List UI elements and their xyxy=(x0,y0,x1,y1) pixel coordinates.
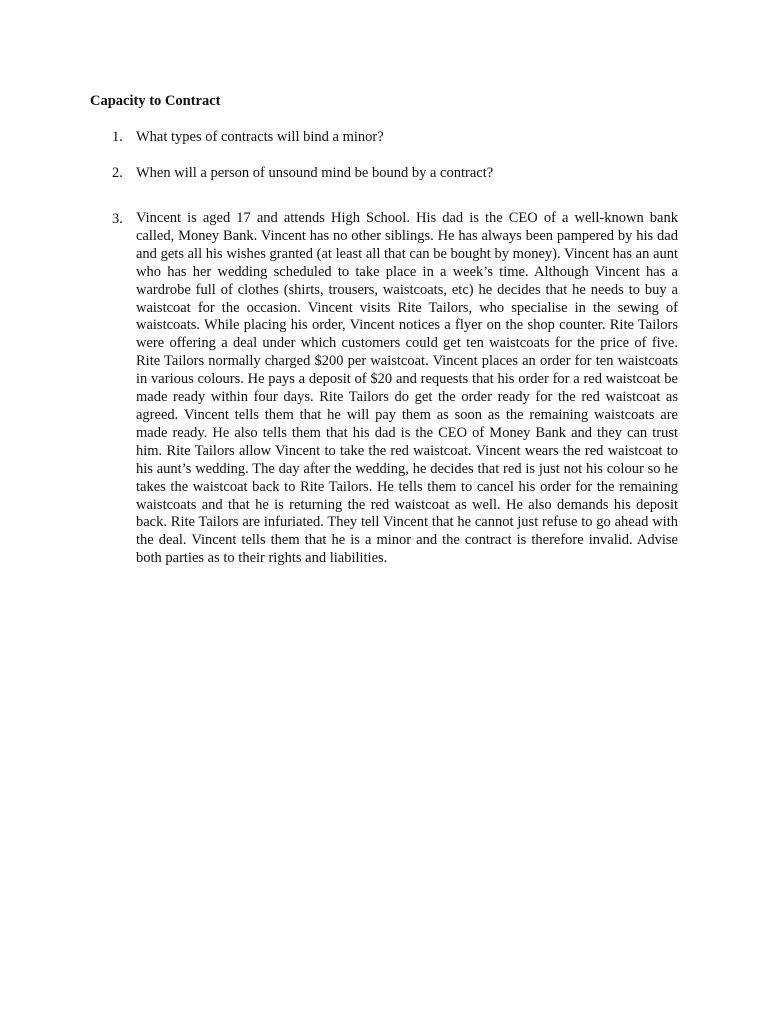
question-2-number: 2. xyxy=(112,165,123,181)
question-1-number: 1. xyxy=(112,129,123,145)
question-3-scenario-paragraph: Vincent is aged 17 and attends High School. His dad is the CEO of a well-known bank called, Money Bank. Vincent has no other siblings. He has always been pampered by his dad and gets all his wishes granted (at least all that can be bought by money). Vincent has an aunt who has her wedding scheduled to take place in a week’s time. Although Vincent has a wardrobe full of clothes (shirts, trousers, waistcoats, etc) he decides that he needs to buy a waistcoat for the occasion. Vincent visits Rite Tailors, who specialise in the sewing of waistcoats. While placing his order, Vincent notices a flyer on the shop counter. Rite Tailors were offering a deal under which customers could get ten waistcoats for the price of five. Rite Tailors normally charged $200 per waistcoat. Vincent places an order for ten waistcoats in various colours. He pays a deposit of $20 and requests that his order for a red waistcoat be made ready within four days. Rite Tailors do get the order ready for the red waistcoat as agreed. Vincent tells them that he will pay them as soon as the remaining waistcoats are made ready. He also tells them that his dad is the CEO of Money Bank and they can trust him. Rite Tailors allow Vincent to take the red waistcoat. Vincent wears the red waistcoat to his aunt’s wedding. The day after the wedding, he decides that red is just not his colour so he takes the waistcoat back to Rite Tailors. He tells them to cancel his order for the remaining waistcoats and that he is returning the red waistcoat as well. He also demands his deposit back. Rite Tailors are infuriated. They tell Vincent that he cannot just refuse to go ahead with the deal. Vincent tells them that he is a minor and the contract is therefore invalid. Advise both parties as to their rights and liabilities. xyxy=(136,210,678,567)
question-2-text: When will a person of unsound mind be bound by a contract? xyxy=(136,165,494,181)
question-1-text: What types of contracts will bind a minor? xyxy=(136,129,384,145)
page-title: Capacity to Contract xyxy=(90,93,221,109)
question-3-number: 3. xyxy=(112,211,123,227)
